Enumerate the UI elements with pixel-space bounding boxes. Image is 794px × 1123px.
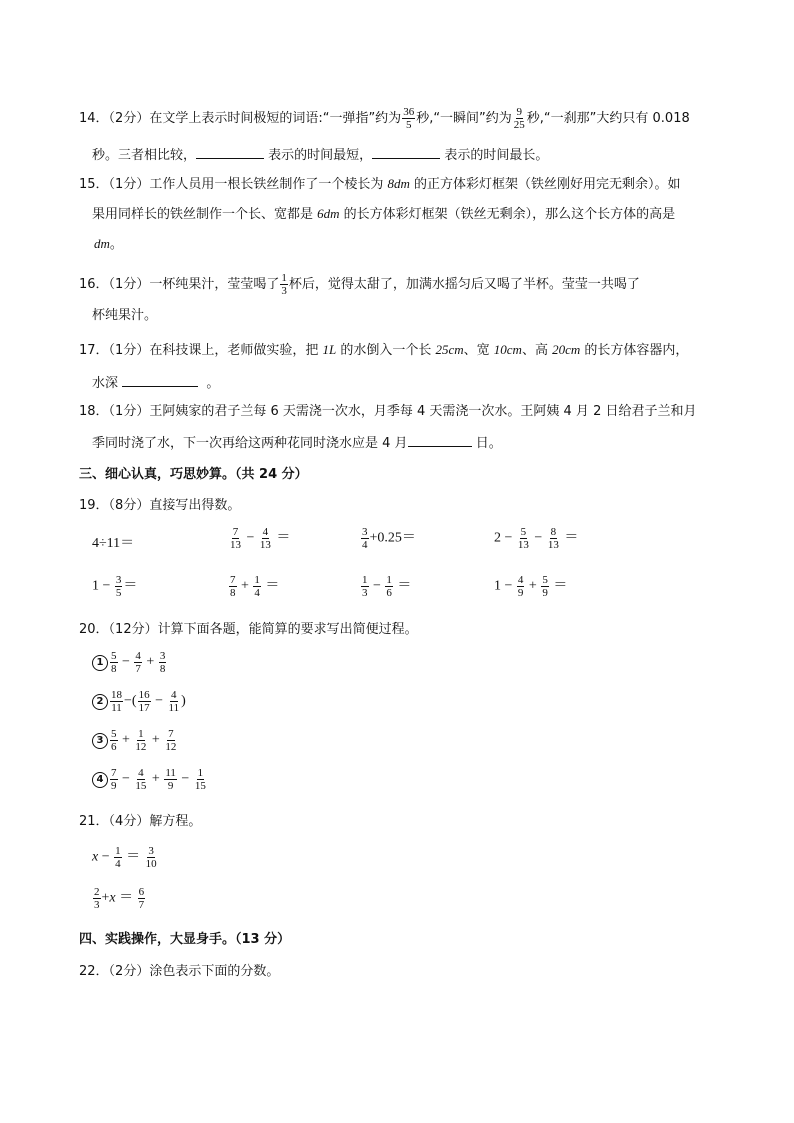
circled-number: 4 <box>92 772 108 788</box>
q20-item-3: 3 $\frac{5}{6}$ + $\frac{1}{12}$ + $\frac{7}{12}$ <box>92 728 178 753</box>
q14-text: 秒,“一刹那”大约只有 0.018 <box>526 111 690 126</box>
answer-blank[interactable] <box>372 144 440 159</box>
q20-item-2: 2 $\frac{18}{11}$ −( $\frac{16}{17}$ − $\frac{4}{11}$ ) <box>92 689 186 714</box>
q21-equation-2: $\frac{2}{3}$ +x ＝ $\frac{6}{7}$ <box>94 886 145 911</box>
q19-item-1: 4÷11＝ <box>92 536 135 551</box>
q20-item-4: 4 $\frac{7}{9}$ − $\frac{4}{15}$ + $\frac{11}{9}$ − $\frac{1}{15}$ <box>92 767 208 792</box>
q15-line1: 15．（1分）工作人员用一根长铁丝制作了一个棱长为 8dm 的正方体彩灯框架（铁丝刚好用完无剩余）。如 <box>79 176 681 192</box>
q15-line3: dm。 <box>94 236 123 252</box>
fraction: $\frac{1}{3}$ <box>281 272 287 297</box>
circled-number: 1 <box>92 655 108 671</box>
q14-text: 秒,“一瞬间”约为 <box>416 111 512 126</box>
q21-equation-1: x − $\frac{1}{4}$ ＝ $\frac{3}{10}$ <box>92 845 157 870</box>
q14-line1 <box>79 106 690 131</box>
q19-item-3: $\frac{3}{4}$ +0.25＝ <box>362 526 416 551</box>
answer-blank[interactable] <box>122 372 198 387</box>
answer-blank[interactable] <box>408 432 472 447</box>
q19-line1: 19．（8分）直接写出得数。 <box>79 498 241 513</box>
q19-item-6: $\frac{7}{8}$ + $\frac{1}{4}$ ＝ <box>230 574 280 599</box>
q14-line2: 秒。三者相比较， 表示的时间最短， 表示的时间最长。 <box>92 144 548 166</box>
q15-line2: 果用同样长的铁丝制作一个长、宽都是 6dm 的长方体彩灯框架（铁丝无剩余），那么这个长方体的高是 <box>92 206 676 222</box>
question-number: 14． <box>79 111 109 126</box>
q19-item-7: $\frac{1}{3}$ − $\frac{1}{6}$ ＝ <box>362 574 412 599</box>
section-heading: 四、实践操作，大显身手。（13 分） <box>79 932 291 947</box>
section-heading: 三、细心认真，巧思妙算。（共 24 分） <box>79 467 308 482</box>
answer-blank[interactable] <box>196 144 264 159</box>
q14-text: 在文学上表示时间极短的词语:“一弹指”约为 <box>149 111 402 126</box>
q21-line1: 21．（4分）解方程。 <box>79 814 202 829</box>
q22-line1: 22．（2分）涂色表示下面的分数。 <box>79 964 280 979</box>
fraction: $\frac{9}{25}$ <box>513 106 525 131</box>
q19-item-2: $\frac{7}{13}$ − $\frac{4}{13}$ ＝ <box>230 526 291 551</box>
circled-number: 2 <box>92 694 108 710</box>
q19-item-4: 2 − $\frac{5}{13}$ − $\frac{8}{13}$ ＝ <box>494 526 579 551</box>
q17-line1: 17．（1分）在科技课上，老师做实验，把 1L 的水倒入一个长 25cm、宽 10cm、高 20cm 的长方体容器内， <box>79 342 689 358</box>
q18-line2: 季同时浇了水，下一次再给这两种花同时浇水应是 4 月 日。 <box>92 432 502 454</box>
question-score: （2分） <box>108 111 150 126</box>
fraction: $\frac{36}{5}$ <box>403 106 415 131</box>
q16-line1: 16．（1分）一杯纯果汁，莹莹喝了 $\frac{1}{3}$ 杯后，觉得太甜了，加满水摇匀后又喝了半杯。莹莹一共喝了 <box>79 272 640 297</box>
q19-item-8: 1 − $\frac{4}{9}$ + $\frac{5}{9}$ ＝ <box>494 574 568 599</box>
q20-item-1: 1 $\frac{5}{8}$ − $\frac{4}{7}$ + $\frac{3}{8}$ <box>92 650 167 675</box>
q16-line2: 杯纯果汁。 <box>92 308 158 323</box>
circled-number: 3 <box>92 733 108 749</box>
q18-line1: 18．（1分）王阿姨家的君子兰每 6 天需浇一次水，月季每 4 天需浇一次水。王阿姨 4 月 2 日给君子兰和月 <box>79 404 697 419</box>
q17-line2: 水深 。 <box>92 372 219 394</box>
q19-item-5: 1 − $\frac{3}{5}$ ＝ <box>92 574 138 599</box>
q20-line1: 20．（12分）计算下面各题，能简算的要求写出简便过程。 <box>79 622 418 637</box>
